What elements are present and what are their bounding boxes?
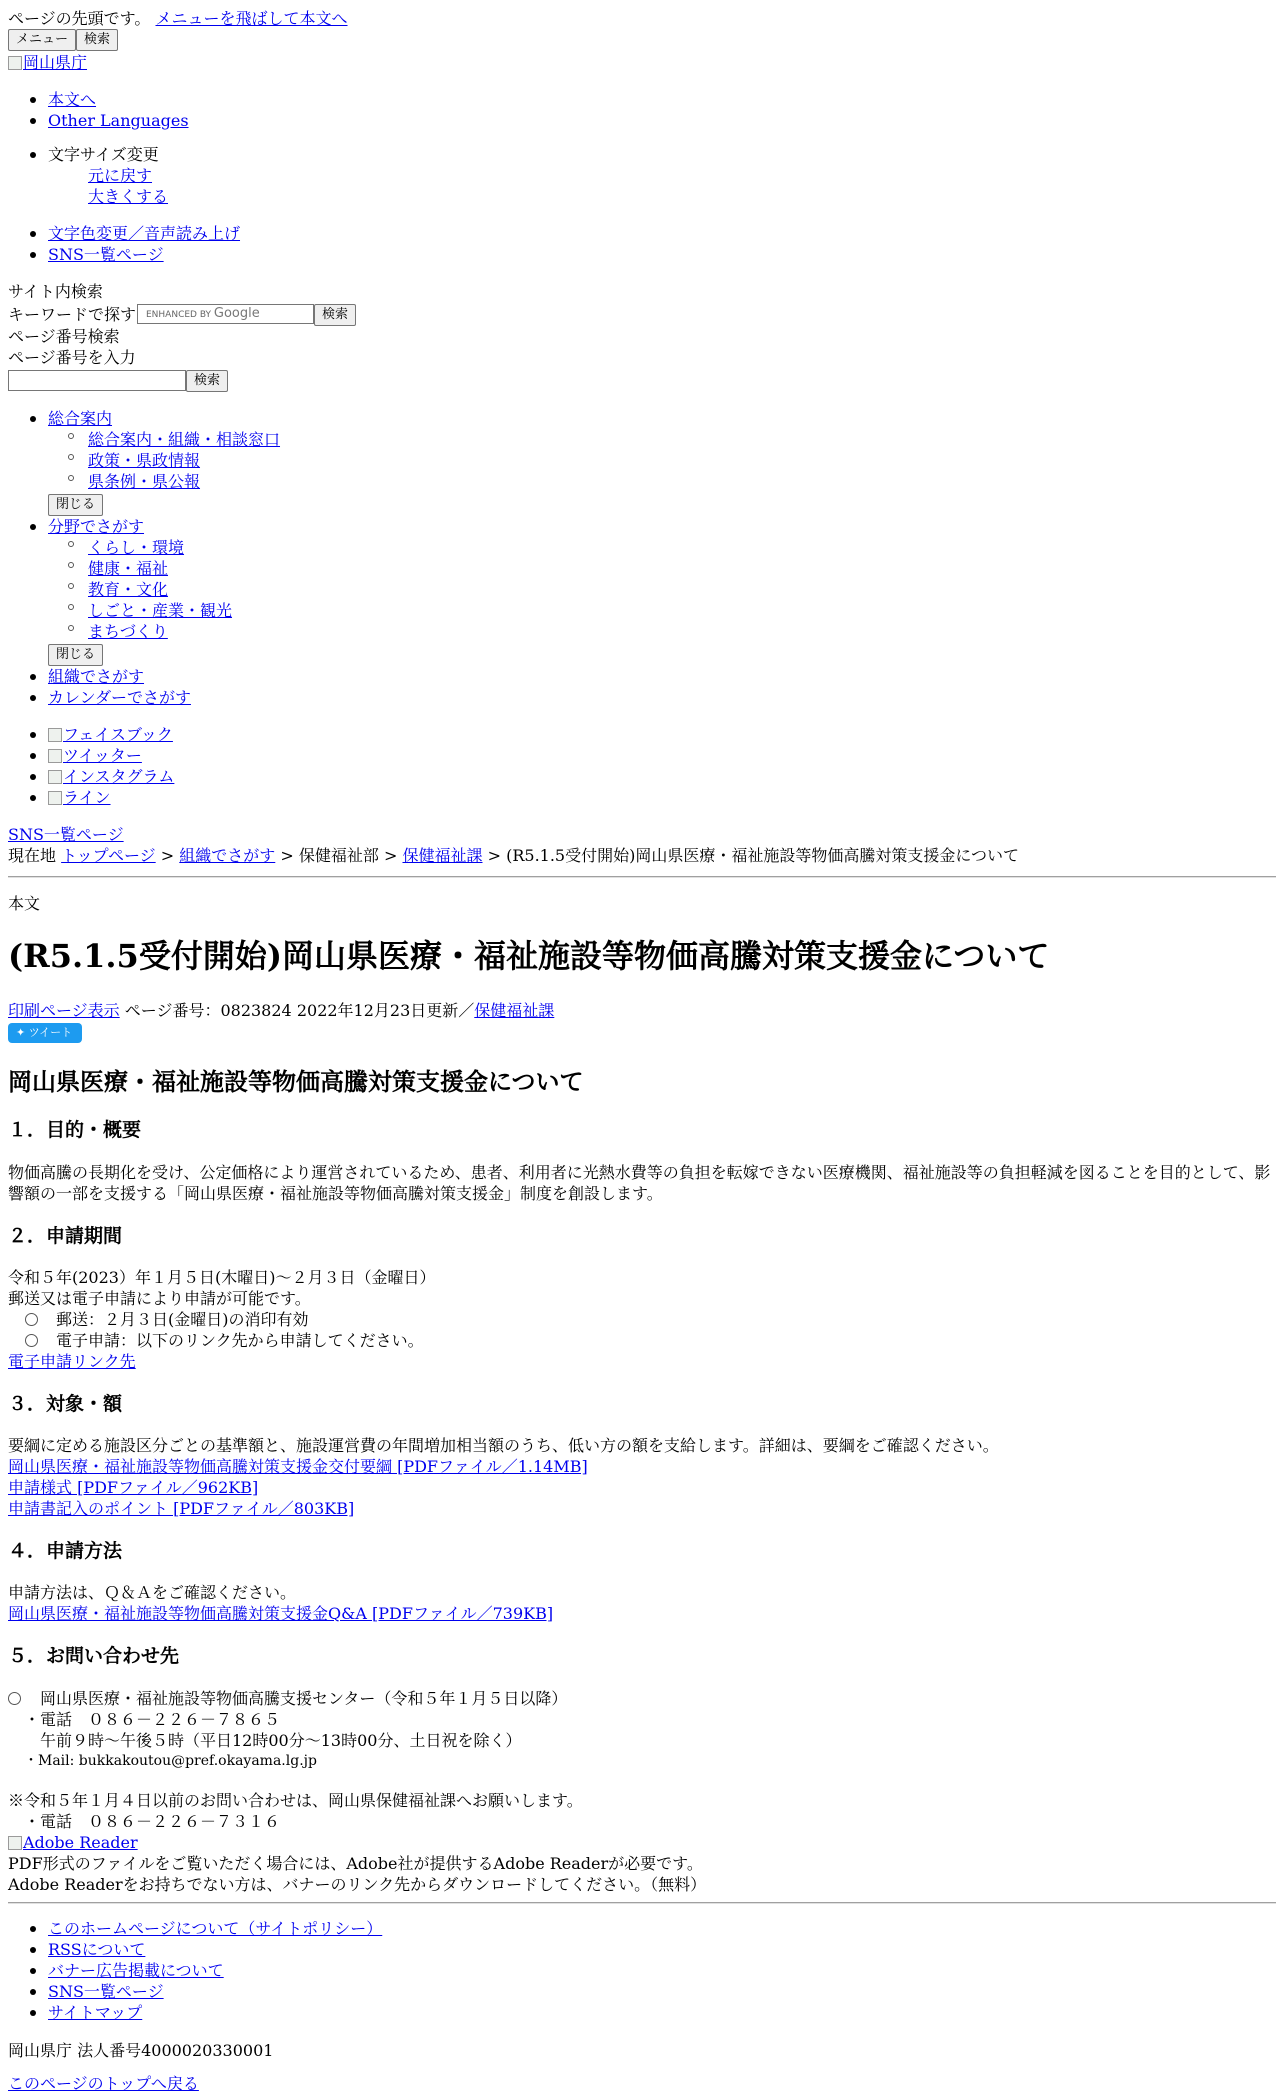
nav-field-item[interactable]: まちづくり	[88, 622, 168, 641]
list-bullet	[68, 562, 74, 568]
menu-button[interactable]: メニュー	[8, 29, 76, 51]
instagram-icon	[48, 770, 62, 784]
list-bullet	[68, 433, 74, 439]
list-item: 電子申請：以下のリンク先から申請してください。	[56, 1331, 424, 1350]
font-size-label: 文字サイズ変更	[48, 145, 159, 164]
sns-instagram-link[interactable]	[48, 766, 174, 787]
list-bullet	[30, 795, 36, 801]
list-bullet	[68, 604, 74, 610]
page-number: ページ番号：0823824	[124, 1001, 292, 1020]
breadcrumb-dept: 保健福祉部	[298, 846, 379, 865]
list-bullet	[30, 97, 36, 103]
list-bullet	[25, 1334, 38, 1347]
list-bullet	[30, 118, 36, 124]
application-period: 令和５年(2023）年１月５日(木曜日)～２月３日（金曜日）	[8, 1268, 436, 1287]
list-bullet	[25, 1313, 38, 1326]
list-bullet	[30, 732, 36, 738]
divider	[8, 876, 1276, 878]
footer-sitemap-link[interactable]: サイトマップ	[48, 2003, 143, 2022]
adobe-reader-banner[interactable]	[8, 1832, 138, 1853]
sns-page-link[interactable]: SNS一覧ページ	[8, 825, 124, 844]
list-bullet	[30, 252, 36, 258]
nav-field[interactable]: 分野でさがす	[48, 517, 145, 536]
print-link[interactable]: 印刷ページ表示	[8, 1001, 120, 1020]
breadcrumb-separator: >	[487, 846, 501, 865]
list-bullet	[30, 674, 36, 680]
page-number-search-button[interactable]: 検索	[186, 370, 228, 392]
adobe-note: PDF形式のファイルをご覧いただく場合には、Adobe社が提供するAdobe Readerが必要です。	[8, 1854, 703, 1873]
paragraph-line: 物価高騰の長期化を受け、公定価格により運営されているため、患者、利用者に光熱水費等の負担を転嫁できない医療機関、福祉施設等の負担軽減を図ることを目的として、影	[8, 1163, 1271, 1182]
list-bullet	[68, 625, 74, 631]
page-number-input[interactable]	[8, 370, 186, 391]
keyword-label: キーワードで探す	[8, 305, 137, 324]
e-application-link[interactable]: 電子申請リンク先	[8, 1352, 136, 1371]
footer-rss-link[interactable]: RSSについて	[48, 1940, 146, 1959]
list-bullet	[30, 416, 36, 422]
list-bullet	[68, 475, 74, 481]
list-bullet	[30, 1989, 36, 1995]
logo-alt-text: 岡山県庁	[23, 53, 88, 72]
breadcrumb	[8, 845, 1019, 866]
adobe-alt-text: Adobe Reader	[23, 1833, 138, 1852]
quick-link-other-languages[interactable]: Other Languages	[48, 111, 189, 130]
logo-link[interactable]	[8, 52, 87, 73]
list-bullet	[30, 152, 36, 158]
footer-banner-ads-link[interactable]: バナー広告掲載について	[48, 1961, 224, 1980]
sns-label: ツイッター	[63, 746, 142, 765]
nav-field-item[interactable]: しごと・産業・観光	[88, 601, 233, 620]
twitter-bird-icon: ✦	[16, 1026, 26, 1039]
line-icon	[48, 791, 62, 805]
google-wordmark: Google	[213, 306, 260, 321]
list-bullet	[30, 524, 36, 530]
color-voice-link[interactable]: 文字色変更／音声読み上げ	[48, 224, 241, 243]
enhanced-by-text: ENHANCED BY	[146, 310, 212, 320]
nav-general[interactable]: 総合案内	[48, 409, 113, 428]
footer-sns-link[interactable]: SNS一覧ページ	[48, 1982, 164, 2001]
contact-hours: 午前９時～午後５時（平日12時00分～13時00分、土日祝を除く）	[40, 1731, 522, 1750]
application-form-pdf-link[interactable]: 申請様式 [PDFファイル／962KB]	[8, 1478, 259, 1497]
tweet-button[interactable]	[8, 1023, 82, 1043]
nav-general-item[interactable]: 総合案内・組織・相談窓口	[88, 430, 281, 449]
sns-line-link[interactable]	[48, 787, 111, 808]
list-bullet	[30, 695, 36, 701]
footer-site-policy-link[interactable]: このホームページについて（サイトポリシー）	[48, 1919, 383, 1938]
page-top-text: ページの先頭です。	[8, 9, 151, 28]
contact-tel: ・電話 ０８６－２２６－７８６５	[24, 1710, 281, 1729]
page-number-search-heading: ページ番号検索	[8, 327, 120, 346]
quick-link-main[interactable]: 本文へ	[48, 90, 97, 109]
twitter-icon	[48, 749, 62, 763]
list-bullet	[68, 583, 74, 589]
font-size-enlarge-link[interactable]: 大きくする	[88, 187, 169, 206]
sns-twitter-link[interactable]	[48, 745, 142, 766]
guideline-pdf-link[interactable]: 岡山県医療・福祉施設等物価高騰対策支援金交付要綱 [PDFファイル／1.14MB]	[8, 1457, 588, 1476]
list-bullet	[30, 1926, 36, 1932]
section-heading: ５．お問い合わせ先	[8, 1645, 180, 1667]
contact-note: ※令和５年１月４日以前のお問い合わせは、岡山県保健福祉課へお願いします。	[8, 1791, 583, 1810]
tweet-label: ツイート	[28, 1026, 73, 1039]
adobe-note: Adobe Readerをお持ちでない方は、バナーのリンク先からダウンロードしてください。（無料）	[8, 1875, 707, 1894]
breadcrumb-org[interactable]: 組織でさがす	[179, 846, 276, 865]
nav-field-item[interactable]: 健康・福祉	[88, 559, 169, 578]
breadcrumb-section[interactable]: 保健福祉課	[402, 846, 483, 865]
list-bullet	[30, 774, 36, 780]
list-bullet	[30, 1968, 36, 1974]
paragraph-line: 要綱に定める施設区分ごとの基準額と、施設運営費の年間増加相当額のうち、低い方の額を支給します。詳細は、要綱をご確認ください。	[8, 1436, 999, 1455]
section-heading: ３．対象・額	[8, 1393, 123, 1415]
site-search-heading: サイト内検索	[8, 282, 103, 301]
application-points-pdf-link[interactable]: 申請書記入のポイント [PDFファイル／803KB]	[8, 1499, 355, 1518]
nav-general-item[interactable]: 県条例・県公報	[88, 472, 201, 491]
section-heading: １．目的・概要	[8, 1119, 142, 1141]
search-toggle-button[interactable]: 検索	[76, 29, 118, 51]
nav-org[interactable]: 組織でさがす	[48, 667, 145, 686]
list-item: 郵送：２月３日(金曜日)の消印有効	[56, 1310, 309, 1329]
list-bullet	[30, 2010, 36, 2016]
main-label: 本文	[8, 894, 41, 913]
breadcrumb-top[interactable]: トップページ	[61, 846, 156, 865]
list-bullet	[68, 454, 74, 460]
sns-facebook-link[interactable]	[48, 724, 173, 745]
back-to-top-link[interactable]: このページのトップへ戻る	[8, 2074, 199, 2093]
breadcrumb-separator: >	[160, 846, 175, 865]
nav-general-close-button[interactable]: 閉じる	[48, 494, 103, 516]
paragraph-line: 響額の一部を支援する「岡山県医療・福祉施設等物価高騰対策支援金」制度を創設します。	[8, 1184, 663, 1203]
site-search-button[interactable]: 検索	[314, 304, 356, 326]
sns-list-link[interactable]: SNS一覧ページ	[48, 245, 164, 264]
site-search-input[interactable]	[137, 304, 314, 324]
breadcrumb-separator: >	[280, 846, 294, 865]
qa-pdf-link[interactable]: 岡山県医療・福祉施設等物価高騰対策支援金Q&A [PDFファイル／739KB]	[8, 1604, 554, 1623]
breadcrumb-separator: >	[383, 846, 398, 865]
list-bullet	[8, 1692, 21, 1705]
divider	[8, 1902, 1276, 1904]
paragraph-line: 郵送又は電子申請により申請が可能です。	[8, 1289, 311, 1308]
page-meta	[8, 1000, 554, 1021]
logo-image-icon	[8, 56, 22, 70]
list-bullet	[30, 231, 36, 237]
paragraph-line: 申請方法は、Ｑ＆Ａをご確認ください。	[8, 1583, 297, 1602]
breadcrumb-prefix: 現在地	[8, 846, 57, 865]
contact-mail: ・Mail: bukkakoutou@pref.okayama.lg.jp	[24, 1753, 317, 1769]
breadcrumb-current: (R5.1.5受付開始)岡山県医療・福祉施設等物価高騰対策支援金について	[506, 846, 1020, 865]
updated-date: 2022年12月23日更新／	[296, 1001, 475, 1020]
sns-label: ライン	[63, 788, 111, 807]
section-heading: ２．申請期間	[8, 1225, 123, 1247]
meta-section-link[interactable]: 保健福祉課	[474, 1001, 555, 1020]
adobe-reader-icon	[8, 1836, 22, 1850]
contact-center: 岡山県医療・福祉施設等物価高騰支援センター（令和５年１月５日以降）	[40, 1689, 568, 1708]
contact-tel-old: ・電話 ０８６－２２６－７３１６	[24, 1812, 281, 1831]
nav-field-item[interactable]: くらし・環境	[88, 538, 185, 557]
nav-field-close-button[interactable]: 閉じる	[48, 644, 103, 666]
nav-field-item[interactable]: 教育・文化	[88, 580, 169, 599]
page-title: (R5.1.5受付開始)岡山県医療・福祉施設等物価高騰対策支援金について	[8, 937, 1050, 975]
list-bullet	[68, 541, 74, 547]
corporate-number: 岡山県庁 法人番号4000020330001	[8, 2041, 274, 2060]
nav-general-item[interactable]: 政策・県政情報	[88, 451, 201, 470]
skip-to-content-link[interactable]: メニューを飛ばして本文へ	[155, 9, 348, 28]
list-bullet	[30, 1947, 36, 1953]
sns-label: フェイスブック	[63, 725, 173, 744]
list-bullet	[30, 753, 36, 759]
page-number-label: ページ番号を入力	[8, 348, 136, 367]
font-size-reset-link[interactable]: 元に戻す	[88, 166, 153, 185]
facebook-icon	[48, 728, 62, 742]
content-heading: 岡山県医療・福祉施設等物価高騰対策支援金について	[8, 1067, 584, 1096]
sns-label: インスタグラム	[63, 767, 175, 786]
skip-bar	[8, 8, 348, 29]
nav-calendar[interactable]: カレンダーでさがす	[48, 688, 191, 707]
section-heading: ４．申請方法	[8, 1540, 123, 1562]
